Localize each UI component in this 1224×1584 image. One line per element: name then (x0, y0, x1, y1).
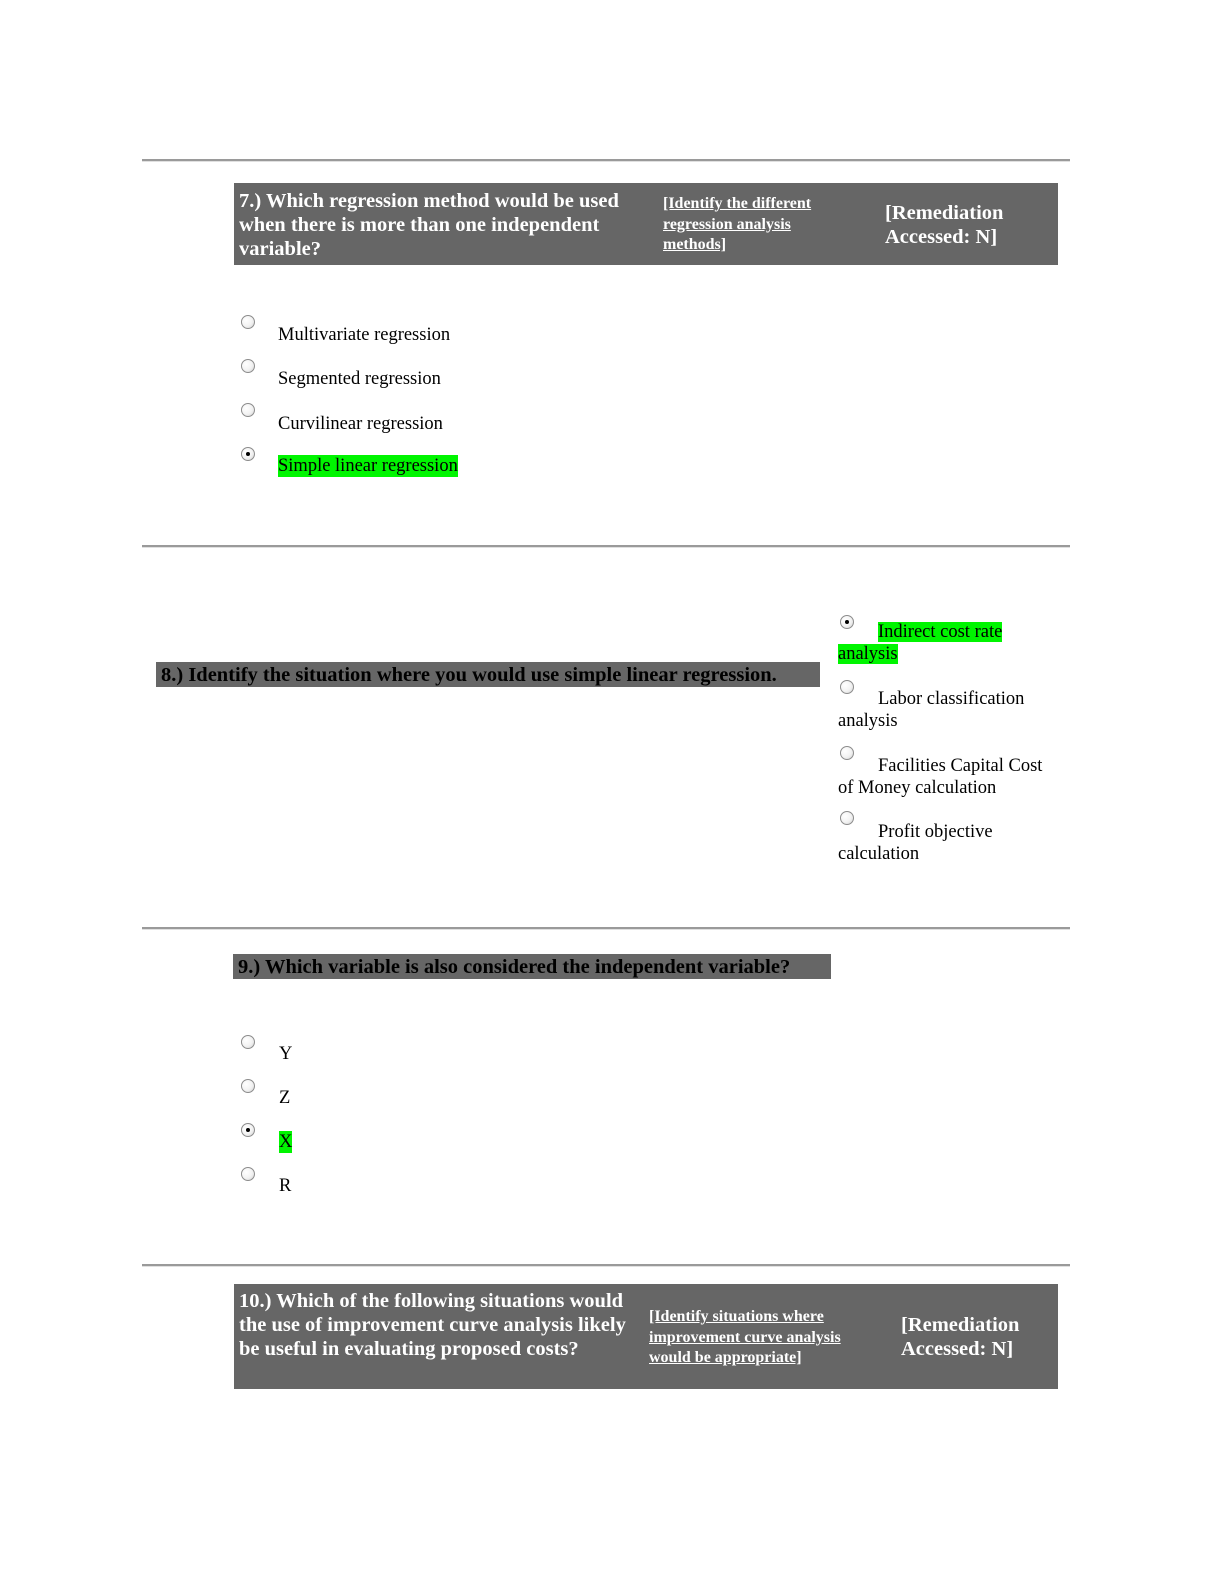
separator (142, 545, 1070, 548)
question-8-text: 8.) Identify the situation where you would use simple linear regression. (161, 664, 777, 686)
question-7-remediation-link[interactable]: [Identify the different regression analysis methods] (663, 195, 812, 253)
q9-option-1-radio[interactable] (241, 1035, 255, 1049)
separator (142, 159, 1070, 162)
q7-option-3-label: Curvilinear regression (278, 414, 443, 434)
question-10-remediation-status: [Remediation Accessed: N] (901, 1314, 1020, 1360)
q7-option-1-label: Multivariate regression (278, 325, 451, 345)
q8-option-3-label: Facilities Capital Cost of Money calculation (838, 756, 1043, 798)
q7-option-4-radio-selected[interactable] (241, 447, 255, 461)
q7-option-1-radio[interactable] (241, 315, 255, 329)
question-10-text: 10.) Which of the following situations would the use of improvement curve analysis likely be useful in evaluating proposed costs? (239, 1290, 626, 1360)
q9-option-2-label: Z (279, 1088, 291, 1108)
separator (142, 1264, 1070, 1267)
question-7-text: 7.) Which regression method would be used when there is more than one independent variable? (239, 190, 619, 260)
q8-option-1-text: Indirect cost rate analysis (838, 622, 1003, 664)
q8-option-1-label (838, 621, 1053, 665)
q9-option-4-label: R (279, 1176, 292, 1196)
q8-option-2-label: Labor classification analysis (838, 689, 1025, 731)
question-9-text: 9.) Which variable is also considered the independent variable? (238, 956, 791, 978)
question-10-remediation-link[interactable]: [Identify situations where improvement curve analysis would be appropriate] (649, 1308, 841, 1366)
q9-option-2-radio[interactable] (241, 1079, 255, 1093)
q7-option-3-radio[interactable] (241, 403, 255, 417)
q7-option-2-label: Segmented regression (278, 369, 441, 389)
q9-option-3-radio-selected[interactable] (241, 1123, 255, 1137)
separator (142, 927, 1070, 930)
q7-option-2-radio[interactable] (241, 359, 255, 373)
q9-option-3-label: X (279, 1132, 293, 1152)
q9-option-4-radio[interactable] (241, 1167, 255, 1181)
question-7-remediation-status: [Remediation Accessed: N] (885, 202, 1004, 248)
q7-option-4-label: Simple linear regression (278, 456, 458, 476)
q9-option-1-label: Y (279, 1044, 293, 1064)
q8-option-4-label: Profit objective calculation (838, 822, 993, 864)
